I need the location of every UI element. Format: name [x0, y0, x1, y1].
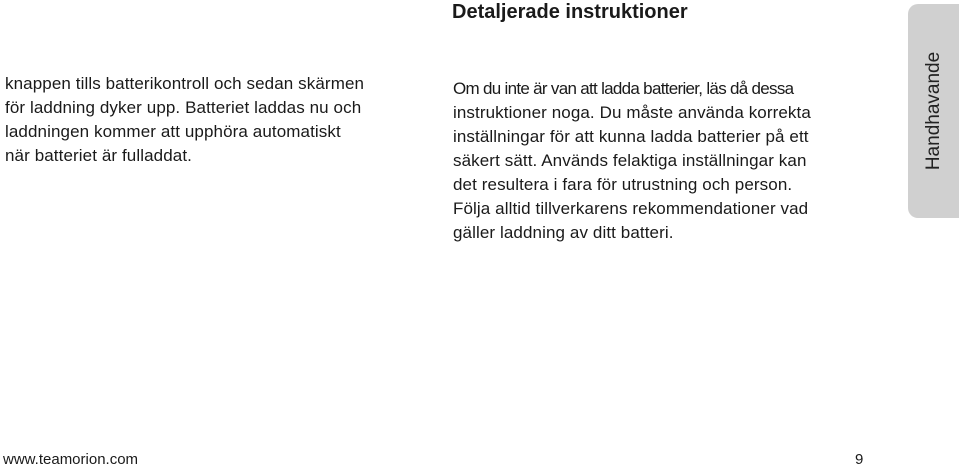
section-tab-label: Handhavande	[922, 51, 944, 171]
left-paragraph	[5, 72, 425, 168]
footer-website-link[interactable]: www.teamorion.com	[3, 451, 139, 468]
text-line: det resultera i fara för utrustning och person.	[453, 175, 793, 194]
text-line: knappen tills batterikontroll och sedan skärmen	[5, 74, 365, 93]
page-number: 9	[855, 451, 864, 468]
text-line: inställningar för att kunna ladda batterier på ett	[453, 127, 809, 146]
text-line: laddningen kommer att upphöra automatiskt	[5, 122, 341, 141]
right-text-column	[453, 77, 873, 245]
text-line: när batteriet är fulladdat.	[5, 146, 192, 165]
text-line: Följa alltid tillverkarens rekommendationer vad	[453, 199, 809, 218]
text-line: för laddning dyker upp. Batteriet laddas nu och	[5, 98, 362, 117]
text-line: instruktioner noga. Du måste använda korrekta	[453, 103, 811, 122]
left-text-column	[5, 72, 425, 168]
text-line: Om du inte är van att ladda batterier, läs då dessa	[453, 79, 794, 98]
right-paragraph	[453, 77, 873, 245]
page-title: Detaljerade instruktioner	[452, 1, 688, 23]
text-line: säkert sätt. Används felaktiga inställningar kan	[453, 151, 807, 170]
text-line: gäller laddning av ditt batteri.	[453, 223, 674, 242]
section-tab	[908, 4, 959, 218]
